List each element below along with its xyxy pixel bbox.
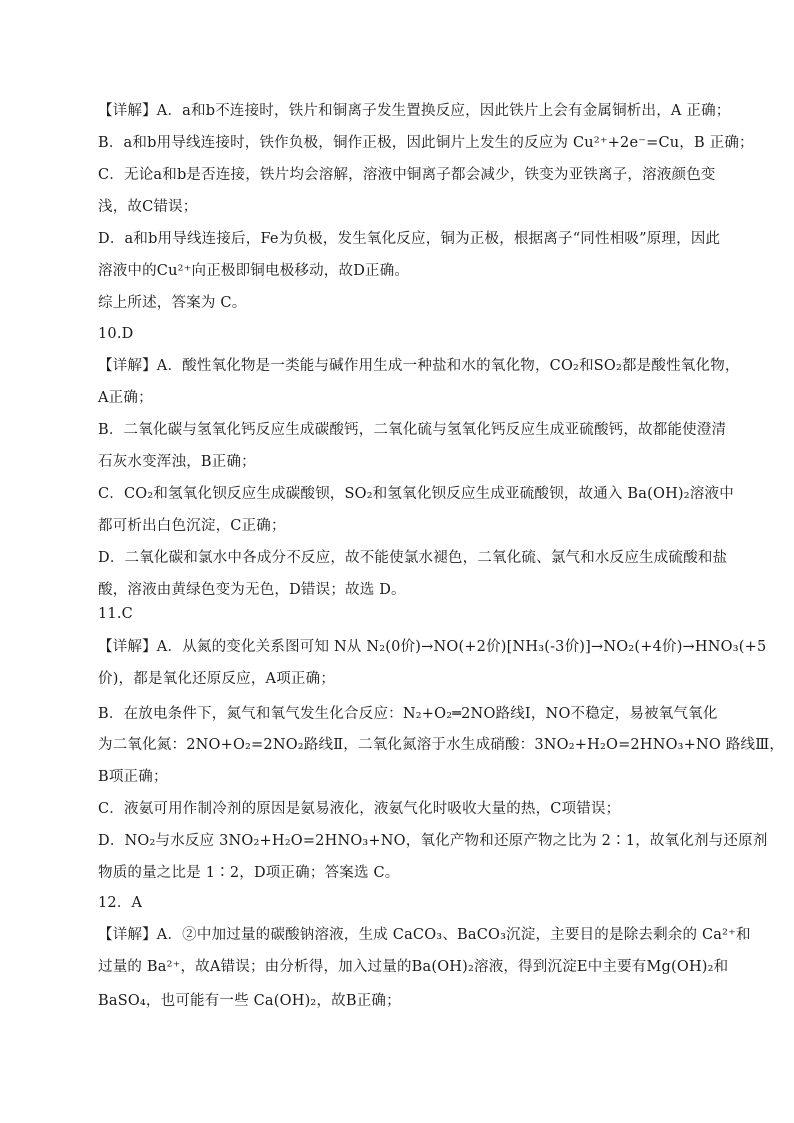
text-line: 【详解】A．酸性氧化物是一类能与碱作用生成一种盐和水的氧化物，CO₂和SO₂都是酸性氧化物， — [98, 358, 740, 374]
text-line: 酸，溶液由黄绿色变为无色，D错误；故选 D。 — [98, 582, 406, 598]
text-line: 【详解】A．a和b不连接时，铁片和铜离子发生置换反应，因此铁片上会有金属铜析出，A 正确； — [98, 103, 731, 119]
text-line: 过量的 Ba²⁺，故A错误；由分析得，加入过量的Ba(OH)₂溶液，得到沉淀E中主要有Mg(OH)₂和 — [98, 959, 729, 975]
text-line: 价)，都是氧化还原反应，A项正确； — [98, 671, 336, 687]
text-line: 【详解】A．②中加过量的碳酸钠溶液，生成 CaCO₃、BaCO₃沉淀，主要目的是除去剩余的 Ca²⁺和 — [98, 927, 751, 943]
text-line: 综上所述，答案为 C。 — [98, 295, 247, 311]
text-line: D．NO₂与水反应 3NO₂+H₂O=2HNO₃+NO，氧化产物和还原产物之比为 2∶1，故氧化剂与还原剂 — [98, 833, 768, 849]
text-line: D．二氧化碳和氯水中各成分不反应，故不能使氯水褪色，二氧化硫、氯气和水反应生成硫酸和盐 — [98, 550, 728, 566]
text-line: 石灰水变浑浊，B正确； — [98, 454, 256, 470]
question-number: 12．A — [98, 895, 143, 911]
text-line: 【详解】A．从氮的变化关系图可知 N从 N₂(0价)→NO(+2价)[NH₃(-3价)]→NO₂(+4价)→HNO₃(+5 — [98, 639, 767, 655]
text-line: 为二氧化氮：2NO+O₂=2NO₂路线Ⅱ，二氧化氮溶于水生成硝酸：3NO₂+H₂O=2HNO₃+NO 路线Ⅲ， — [98, 737, 785, 753]
text-line: 物质的量之比是 1∶2，D项正确；答案选 C。 — [98, 865, 400, 881]
text-line: 溶液中的Cu²⁺向正极即铜电极移动，故D正确。 — [98, 263, 410, 279]
text-line: B．二氧化碳与氢氧化钙反应生成碳酸钙，二氧化硫与氢氧化钙反应生成亚硫酸钙，故都能使澄清 — [98, 422, 727, 438]
text-line: B项正确； — [98, 769, 168, 785]
text-line: 浅，故C错误； — [98, 199, 198, 215]
text-line: A正确； — [98, 390, 153, 406]
text-line: B．在放电条件下，氮气和氧气发生化合反应：N₂+O₂═2NO路线Ⅰ，NO不稳定，易被氧气氧化 — [98, 706, 718, 722]
text-line: B．a和b用导线连接时，铁作负极，铜作正极，因此铜片上发生的反应为 Cu²⁺+2e⁻=Cu，B 正确； — [98, 135, 754, 151]
text-line: C．无论a和b是否连接，铁片均会溶解，溶液中铜离子都会减少，铁变为亚铁离子，溶液颜色变 — [98, 167, 716, 183]
question-number: 10.D — [98, 326, 134, 342]
text-line: BaSO₄，也可能有一些 Ca(OH)₂，故B正确； — [98, 993, 401, 1009]
text-line: 都可析出白色沉淀，C正确； — [98, 518, 286, 534]
text-line: C．液氨可用作制冷剂的原因是氨易液化，液氨气化时吸收大量的热，C项错误； — [98, 801, 621, 817]
question-number: 11.C — [98, 606, 133, 622]
text-line: C．CO₂和氢氧化钡反应生成碳酸钡，SO₂和氢氧化钡反应生成亚硫酸钡，故通入 Ba(OH)₂溶液中 — [98, 486, 734, 502]
text-line: D．a和b用导线连接后，Fe为负极，发生氧化反应，铜为正极，根据离子“同性相吸”原理，因此 — [98, 231, 721, 247]
